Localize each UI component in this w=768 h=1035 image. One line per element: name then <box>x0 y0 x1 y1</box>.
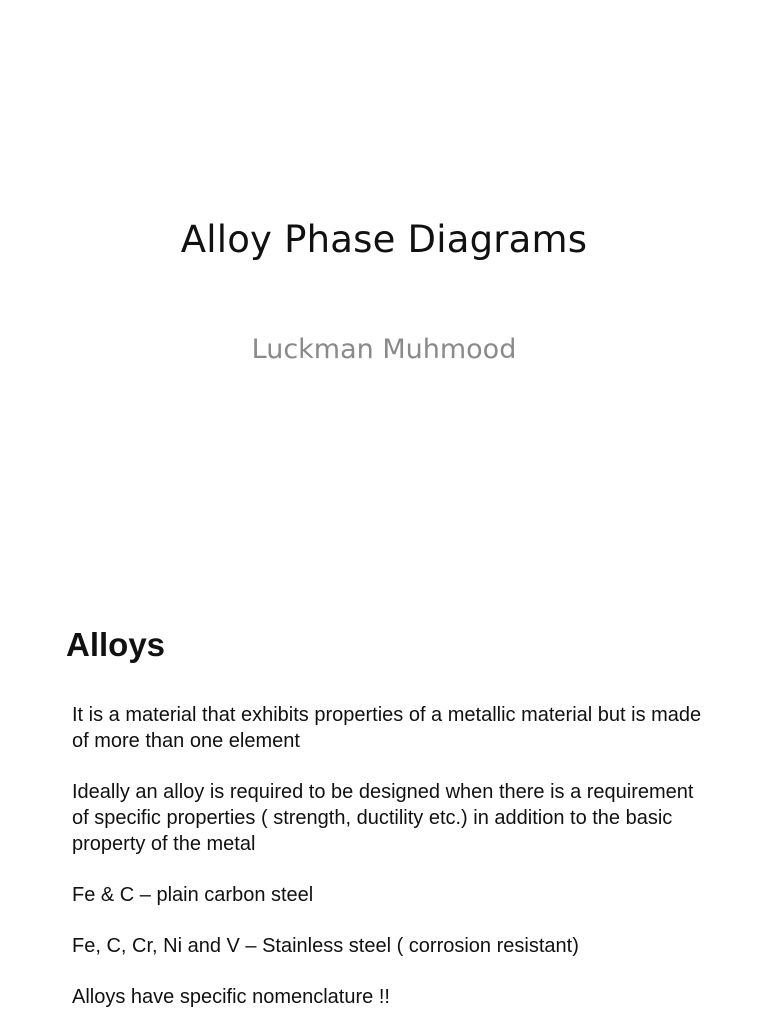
presentation-title: Alloy Phase Diagrams <box>180 218 588 261</box>
bullet-point-carbon-steel: Fe & C – plain carbon steel <box>72 884 314 906</box>
alloys-slide <box>0 576 768 1024</box>
bullet-point-definition: It is a material that exhibits properties of a metallic material but is made of more than one element <box>72 704 702 752</box>
bullet-point-nomenclature: Alloys have specific nomenclature !! <box>72 986 390 1008</box>
bullet-point-stainless-steel: Fe, C, Cr, Ni and V – Stainless steel ( corrosion resistant) <box>72 935 579 957</box>
author-name: Luckman Muhmood <box>251 334 517 365</box>
slide-heading: Alloys <box>66 626 166 663</box>
bullet-list <box>72 702 712 1035</box>
bullet-point-design: Ideally an alloy is required to be designed when there is a requirement of specific properties ( strength, ductility etc.) in addition to the basic property of the metal <box>72 781 694 855</box>
